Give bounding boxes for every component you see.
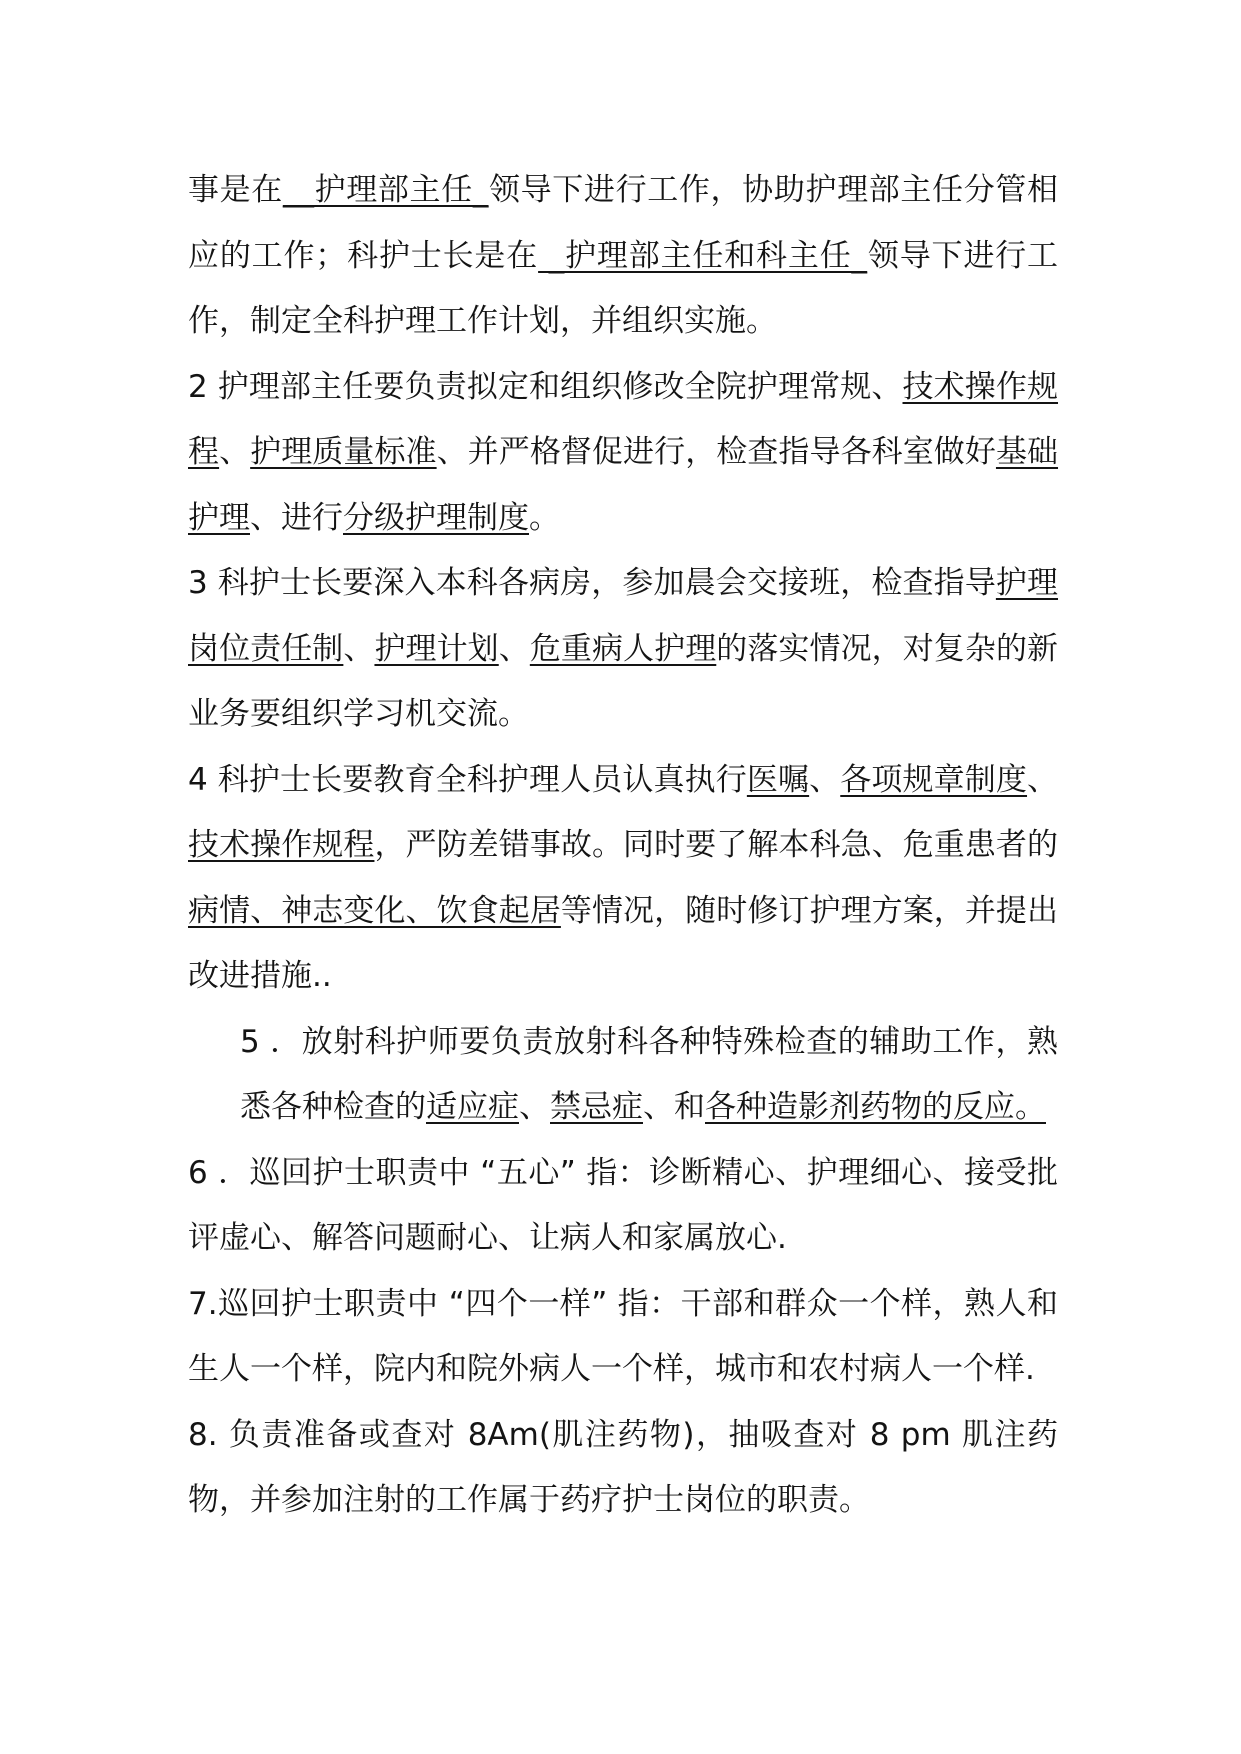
- underlined-text: 护理质量标准: [250, 434, 437, 470]
- underlined-text: 禁忌症: [550, 1089, 643, 1125]
- underlined-text: 护理计划: [374, 630, 499, 667]
- text-segment: 、: [219, 434, 251, 470]
- text-segment: 、: [809, 761, 841, 798]
- paragraph-3: [188, 551, 1058, 748]
- paragraph-2: [188, 355, 1058, 552]
- document-body: [188, 158, 1058, 1534]
- paragraph-5: [188, 1010, 1058, 1141]
- paragraph-4: [188, 748, 1058, 1010]
- text-segment: 、进行: [250, 499, 343, 536]
- text-segment: 领导下进行工作，协助护理部主任分管相应的工作；科护士长是在: [188, 172, 1059, 274]
- text-segment: 3 科护士长要深入本科各病房，参加晨会交接班，检查指导: [188, 565, 996, 601]
- text-segment: 领导下进行工作，制定全科护理工作计划，并组织实施。: [188, 237, 1059, 339]
- text-segment: 等情况，随时修订护理方案，并提出改进措施..: [188, 892, 1059, 994]
- text-segment: 6 ．巡回护士职责中 “五心” 指：诊断精心、护理细心、接受批评虚心、解答问题耐心、让病人和家属放心.: [188, 1154, 1058, 1256]
- text-segment: 、: [1027, 761, 1059, 798]
- underlined-text: 分级护理制度: [343, 499, 529, 536]
- text-segment: 8. 负责准备或查对 8Am(肌注药物)，抽吸查对 8 pm 肌注药物，并参加注射的工作属于药疗护士岗位的职责。: [188, 1416, 1058, 1518]
- text-segment: 的落实情况，对复杂的新业务要组织学习机交流。: [188, 630, 1059, 732]
- underlined-text: 危重病人护理: [529, 630, 717, 667]
- underlined-text: _护理部主任和科主任_: [538, 237, 868, 274]
- underlined-text: 医嘱: [746, 761, 810, 798]
- text-segment: 、并严格督促进行，检查指导各科室做好: [436, 434, 996, 470]
- text-segment: 4 科护士长要教育全科护理人员认真执行: [188, 761, 747, 798]
- paragraph-8: [188, 1403, 1058, 1534]
- text-segment: 、: [519, 1089, 550, 1125]
- text-segment: 、和: [643, 1089, 705, 1125]
- underlined-text: __护理部主任_: [282, 172, 489, 208]
- underlined-text: 技术操作规程: [188, 368, 1059, 470]
- text-segment: 。: [529, 499, 560, 536]
- underlined-text: 护理岗位责任制: [188, 565, 1059, 667]
- paragraph-1: [188, 158, 1058, 355]
- text-segment: ，严防差错事故。同时要了解本科急、危重患者的: [374, 827, 1059, 863]
- text-segment: 事是在: [188, 172, 283, 208]
- text-segment: 、: [343, 630, 375, 667]
- text-segment: 2 护理部主任要负责拟定和组织修改全院护理常规、: [188, 368, 903, 405]
- underlined-text: 技术操作规程: [188, 827, 375, 863]
- underlined-text: 适应症: [426, 1089, 519, 1125]
- text-segment: 、: [498, 630, 530, 667]
- underlined-text: 各项规章制度: [840, 761, 1028, 798]
- paragraph-7: [188, 1272, 1058, 1403]
- underlined-text: 病情、神志变化、饮食起居: [188, 892, 561, 929]
- underlined-text: 基础护理: [188, 434, 1059, 536]
- text-segment: 7.巡回护士职责中 “四个一样” 指：干部和群众一个样，熟人和生人一个样，院内和院外病人一个样，城市和农村病人一个样.: [188, 1285, 1058, 1387]
- underlined-text: 各种造影剂药物的反应。: [705, 1089, 1046, 1125]
- text-segment: 5 ．放射科护师要负责放射科各种特殊检查的辅助工作，熟悉各种检查的: [240, 1023, 1058, 1125]
- paragraph-6: [188, 1141, 1058, 1272]
